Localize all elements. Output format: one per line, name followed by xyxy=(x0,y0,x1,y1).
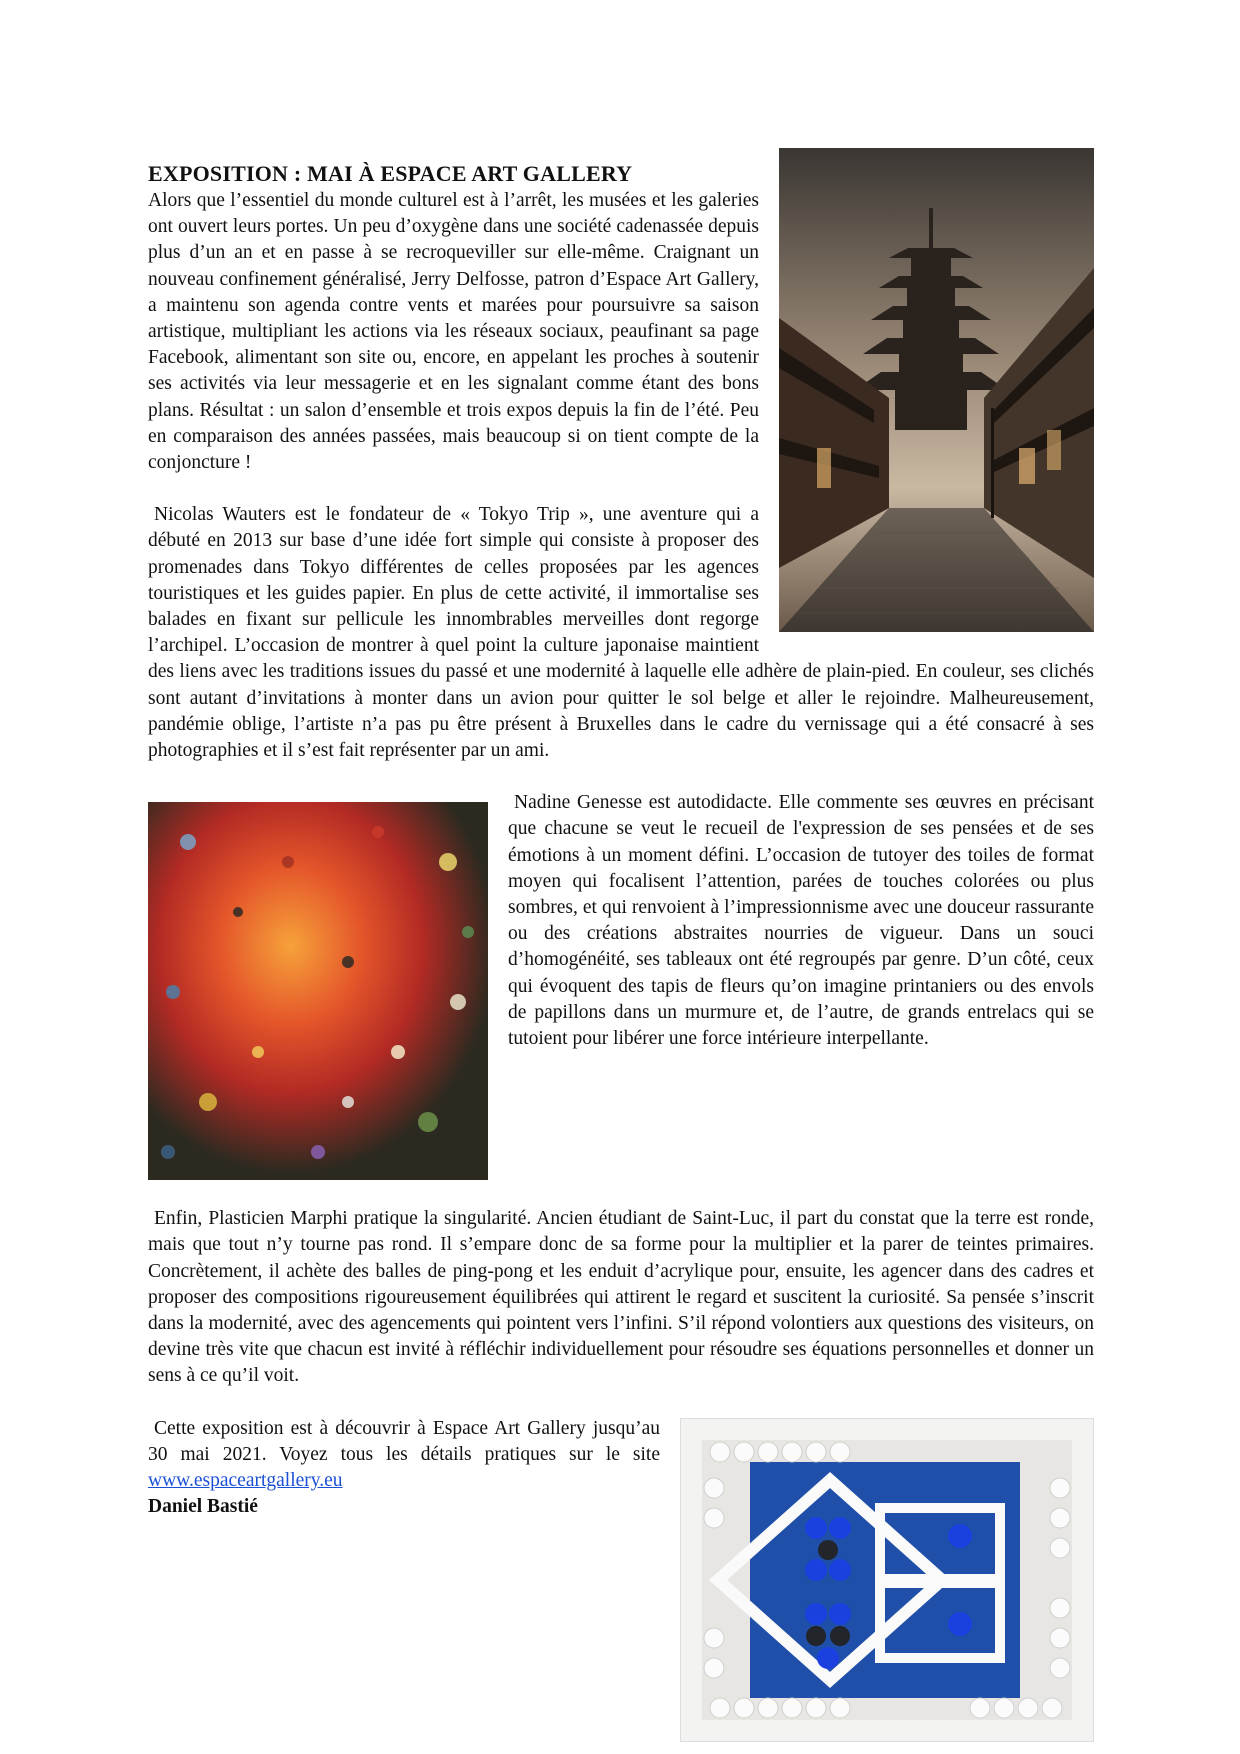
ping-pong-artwork-image xyxy=(680,1418,1094,1742)
author-signature: Daniel Bastié xyxy=(148,1496,258,1518)
marphi-paragraph: Enfin, Plasticien Marphi pratique la singularité. Ancien étudiant de Saint-Luc, il part du constat que la terre est ronde, mais que tout n’y tourne pas rond. Il s’empare donc de sa forme pour la multiplier et la parer de teintes primaires. Concrètement, il achète des balles de ping-pong et les enduit d’acrylique pour, ensuite, les agencer dans des cadres et proposer des compositions rigoureusement équilibrées qui attirent le regard et suscitent la curiosité. Sa pensée s’inscrit dans la modernité, avec des agencements qui pointent vers l’infini. S’il répond volontiers aux questions des visiteurs, on devine très vite que chacun est invité à réfléchir individuellement pour résoudre ses équations personnelles et donner un sens à ce qu’il voit. xyxy=(148,1208,1094,1387)
article xyxy=(148,160,1094,1742)
ping-pong-artwork xyxy=(680,1418,1094,1742)
intro-paragraph: Alors que l’essentiel du monde culturel est à l’arrêt, les musées et les galeries ont ouvert leurs portes. Un peu d’oxygène dans une société cadenassée depuis plus d’un an et en passe à se recroqueviller sur elle-même. Craignant un nouveau confinement généralisé, Jerry Delfosse, patron d’Espace Art Gallery, a maintenu son agenda contre vents et marées pour poursuivre sa saison artistique, multipliant les actions via les réseaux sociaux, peaufinant sa page Facebook, alimentant son site ou, encore, en appelant les proches à soutenir ses activités via leur messagerie et en les signalant comme étant des bons plans. Résultat : un salon d’ensemble et trois expos depuis la fin de l’été. Peu en comparaison des années passées, mais beaucoup si on tient compte de la conjoncture ! xyxy=(148,190,759,474)
gallery-link[interactable]: www.espaceartgallery.eu xyxy=(148,1470,343,1492)
closing-text: Cette exposition est à découvrir à Espace Art Gallery jusqu’au 30 mai 2021. Voyez tous les détails pratiques sur le site xyxy=(148,1417,660,1465)
genesse-paragraph: Nadine Genesse est autodidacte. Elle commente ses œuvres en précisant que chacune se veut le recueil de l'expression de ses pensées et de ses émotions à un moment défini. L’occasion de tutoyer des toiles de format moyen qui focalisent l’attention, parées de touches colorées ou plus sombres, et qui renvoient à l’impressionnisme avec une douceur rassurante ou des créations abstraites nourries de vigueur. Dans un souci d’homogénéité, ses tableaux ont été regroupés par genre. D’un côté, ceux qui évoquent des tapis de fleurs qu’on imagine printaniers ou des envols de papillons dans un murmure et, de l’autre, de grands entrelacs qui se tutoient pour libérer une force intérieure interpellante. xyxy=(508,792,1094,1050)
pagoda-photo-image xyxy=(779,148,1094,632)
article-title: EXPOSITION : MAI À ESPACE ART GALLERY xyxy=(148,161,633,186)
abstract-painting-image xyxy=(148,802,488,1180)
pagoda-photo xyxy=(779,148,1094,632)
abstract-painting xyxy=(148,802,488,1180)
marphi-paragraph-top xyxy=(148,1206,1094,1389)
wauters-paragraph: Nicolas Wauters est le fondateur de « Tokyo Trip », une aventure qui a débuté en 2013 sur base d’une idée fort simple qui consiste à proposer des promenades dans Tokyo différentes de celles proposées par les agences touristiques et les guides papier. En plus de cette activité, il immortalise ses balades en fixant sur pellicule les innombrables merveilles dont regorge l’archipel. L’occasion de montrer à quel point la culture japonaise maintient des liens avec les traditions issues du passé et une modernité à laquelle elle adhère de plain-pied. En couleur, ses clichés sont autant d’invitations à monter dans un avion pour quitter le sol belge et aller le rejoindre. Malheureusement, pandémie oblige, l’artiste n’a pas pu être présent à Bruxelles dans le cadre du vernissage qui a été consacré à ses photographies et il s’est fait représenter par un ami. xyxy=(148,504,1094,762)
